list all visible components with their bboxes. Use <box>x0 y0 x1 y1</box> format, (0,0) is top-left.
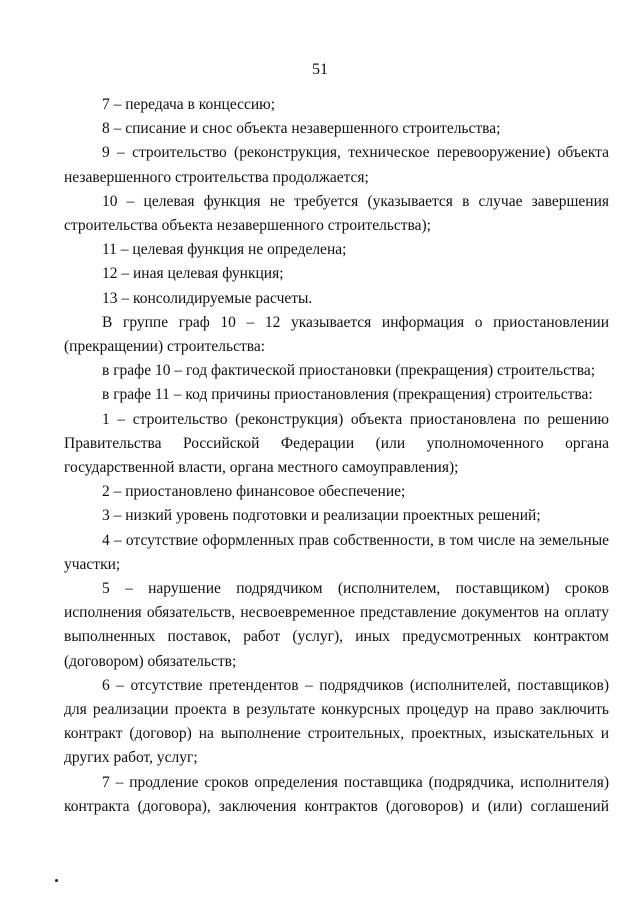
paragraph: 1 – строительство (реконструкция) объекта приостановлена по решению Правительства Российской Федерации (или уполномоченного органа государственной власти, органа местного самоуправления); <box>64 410 609 477</box>
scan-speck <box>55 879 58 882</box>
paragraph: 4 – отсутствие оформленных прав собственности, в том числе на земельные участки; <box>64 531 609 573</box>
paragraph: 2 – приостановлено финансовое обеспечение; <box>102 483 406 501</box>
paragraph: 7 – продление сроков определения поставщика (подрядчика, исполнителя) контракта (договора), заключения контрактов (договоров) и (или) соглашений <box>64 773 609 815</box>
paragraph: 6 – отсутствие претендентов – подрядчиков (исполнителей, поставщиков) для реализации проекта в результате конкурсных процедур на право заключить контракт (договор) на выполнение строительных, проектных, изыскательных и других работ, услуг; <box>64 676 609 767</box>
page-number: 51 <box>312 61 328 78</box>
paragraph: 9 – строительство (реконструкция, техническое перевооружение) объекта незавершенного строительства продолжается; <box>64 144 609 186</box>
paragraph: В группе граф 10 – 12 указывается информация о приостановлении (прекращении) строительства: <box>64 313 609 356</box>
paragraph: 12 – иная целевая функция; <box>102 265 284 283</box>
paragraph: 8 – списание и снос объекта незавершенного строительства; <box>102 120 501 138</box>
paragraph: 5 – нарушение подрядчиком (исполнителем, поставщиком) сроков исполнения обязательств, несвоевременное представление документов на оплату выполненных поставок, работ (услуг), иных предусмотренных контрактом (договором) обязательств; <box>64 580 609 670</box>
paragraph: 11 – целевая функция не определена; <box>102 241 347 259</box>
paragraph: 13 – консолидируемые расчеты. <box>102 289 313 307</box>
paragraph: 7 – передача в концессию; <box>102 96 276 113</box>
paragraph: в графе 11 – код причины приостановления (прекращения) строительства: <box>102 386 593 404</box>
paragraph: 10 – целевая функция не требуется (указывается в случае завершения строительства объекта незавершенного строительства); <box>64 192 609 235</box>
document-body <box>64 93 609 819</box>
paragraph: 3 – низкий уровень подготовки и реализации проектных решений; <box>102 507 541 525</box>
paragraph: в графе 10 – год фактической приостановки (прекращения) строительства; <box>102 362 596 380</box>
